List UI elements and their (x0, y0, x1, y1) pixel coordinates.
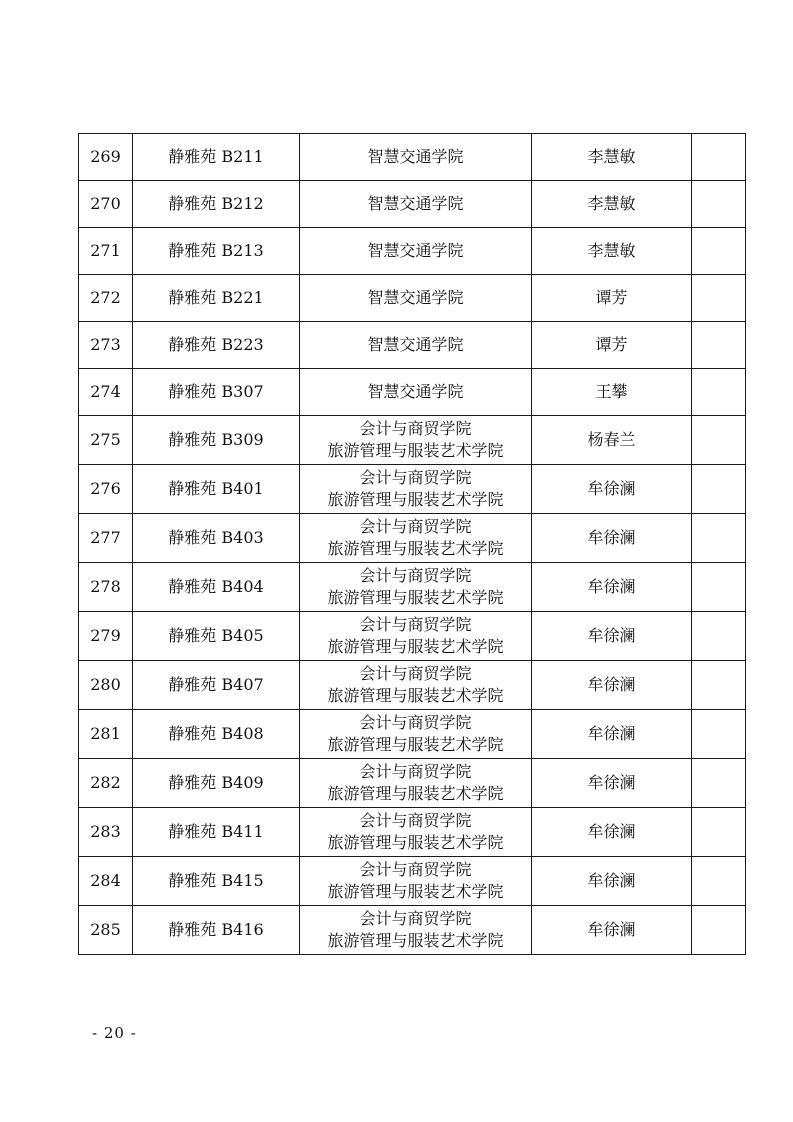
room-cell: 静雅苑 B221 (133, 275, 300, 322)
college-cell (300, 563, 532, 612)
row-number-cell: 276 (79, 465, 133, 514)
table-row (79, 563, 746, 612)
college-cell (300, 612, 532, 661)
table-row (79, 416, 746, 465)
room-cell: 静雅苑 B404 (133, 563, 300, 612)
college-name: 会计与商贸学院 (359, 762, 472, 781)
responsible-person-cell: 谭芳 (532, 275, 692, 322)
college-cell (300, 857, 532, 906)
row-number-cell: 282 (79, 759, 133, 808)
college-name: 旅游管理与服装艺术学院 (327, 735, 504, 754)
note-cell (692, 857, 746, 906)
table-row (79, 808, 746, 857)
row-number-cell: 271 (79, 228, 133, 275)
college-cell (300, 465, 532, 514)
college-name: 旅游管理与服装艺术学院 (327, 686, 504, 705)
table-row (79, 275, 746, 322)
college-name: 旅游管理与服装艺术学院 (327, 931, 504, 950)
row-number-cell: 280 (79, 661, 133, 710)
row-number-cell: 283 (79, 808, 133, 857)
responsible-person-cell: 牟徐澜 (532, 563, 692, 612)
room-cell: 静雅苑 B403 (133, 514, 300, 563)
note-cell (692, 514, 746, 563)
college-cell (300, 275, 532, 322)
college-name: 会计与商贸学院 (359, 664, 472, 683)
college-name: 旅游管理与服装艺术学院 (327, 833, 504, 852)
room-cell: 静雅苑 B407 (133, 661, 300, 710)
table-row (79, 514, 746, 563)
college-cell (300, 808, 532, 857)
row-number-cell: 285 (79, 906, 133, 955)
college-cell (300, 514, 532, 563)
note-cell (692, 465, 746, 514)
row-number-cell: 278 (79, 563, 133, 612)
table-row (79, 134, 746, 181)
note-cell (692, 563, 746, 612)
college-name: 会计与商贸学院 (359, 517, 472, 536)
note-cell (692, 808, 746, 857)
table-body (79, 134, 746, 955)
responsible-person-cell: 李慧敏 (532, 181, 692, 228)
table-row (79, 322, 746, 369)
page-number: - 20 - (92, 1024, 137, 1042)
row-number-cell: 269 (79, 134, 133, 181)
college-cell (300, 228, 532, 275)
college-name: 会计与商贸学院 (359, 615, 472, 634)
room-cell: 静雅苑 B409 (133, 759, 300, 808)
table-row (79, 759, 746, 808)
college-name: 旅游管理与服装艺术学院 (327, 784, 504, 803)
note-cell (692, 906, 746, 955)
responsible-person-cell: 牟徐澜 (532, 612, 692, 661)
room-cell: 静雅苑 B309 (133, 416, 300, 465)
note-cell (692, 416, 746, 465)
note-cell (692, 759, 746, 808)
row-number-cell: 277 (79, 514, 133, 563)
room-cell: 静雅苑 B401 (133, 465, 300, 514)
college-name: 会计与商贸学院 (359, 860, 472, 879)
college-name: 智慧交通学院 (367, 382, 464, 401)
responsible-person-cell: 李慧敏 (532, 228, 692, 275)
row-number-cell: 281 (79, 710, 133, 759)
room-cell: 静雅苑 B223 (133, 322, 300, 369)
row-number-cell: 274 (79, 369, 133, 416)
college-name: 智慧交通学院 (367, 241, 464, 260)
responsible-person-cell: 牟徐澜 (532, 661, 692, 710)
note-cell (692, 369, 746, 416)
responsible-person-cell: 牟徐澜 (532, 808, 692, 857)
responsible-person-cell: 牟徐澜 (532, 514, 692, 563)
responsible-person-cell: 牟徐澜 (532, 857, 692, 906)
note-cell (692, 228, 746, 275)
college-name: 会计与商贸学院 (359, 468, 472, 487)
college-name: 旅游管理与服装艺术学院 (327, 637, 504, 656)
room-cell: 静雅苑 B415 (133, 857, 300, 906)
college-name: 旅游管理与服装艺术学院 (327, 490, 504, 509)
table-row (79, 181, 746, 228)
room-cell: 静雅苑 B416 (133, 906, 300, 955)
note-cell (692, 134, 746, 181)
college-cell (300, 759, 532, 808)
note-cell (692, 661, 746, 710)
responsible-person-cell: 牟徐澜 (532, 465, 692, 514)
note-cell (692, 612, 746, 661)
table-row (79, 661, 746, 710)
responsible-person-cell: 牟徐澜 (532, 710, 692, 759)
row-number-cell: 275 (79, 416, 133, 465)
responsible-person-cell: 牟徐澜 (532, 759, 692, 808)
college-name: 智慧交通学院 (367, 147, 464, 166)
college-cell (300, 906, 532, 955)
college-name: 智慧交通学院 (367, 194, 464, 213)
college-name: 会计与商贸学院 (359, 713, 472, 732)
table-row (79, 906, 746, 955)
room-cell: 静雅苑 B213 (133, 228, 300, 275)
college-name: 会计与商贸学院 (359, 811, 472, 830)
college-cell (300, 416, 532, 465)
college-name: 会计与商贸学院 (359, 566, 472, 585)
responsible-person-cell: 李慧敏 (532, 134, 692, 181)
room-cell: 静雅苑 B307 (133, 369, 300, 416)
college-cell (300, 322, 532, 369)
room-cell: 静雅苑 B408 (133, 710, 300, 759)
table-row (79, 465, 746, 514)
responsible-person-cell: 谭芳 (532, 322, 692, 369)
college-name: 智慧交通学院 (367, 288, 464, 307)
room-cell: 静雅苑 B212 (133, 181, 300, 228)
college-cell (300, 134, 532, 181)
row-number-cell: 273 (79, 322, 133, 369)
table-row (79, 228, 746, 275)
college-name: 旅游管理与服装艺术学院 (327, 588, 504, 607)
note-cell (692, 322, 746, 369)
note-cell (692, 275, 746, 322)
college-name: 智慧交通学院 (367, 335, 464, 354)
table-row (79, 857, 746, 906)
room-cell: 静雅苑 B211 (133, 134, 300, 181)
responsible-person-cell: 杨春兰 (532, 416, 692, 465)
college-name: 会计与商贸学院 (359, 909, 472, 928)
row-number-cell: 270 (79, 181, 133, 228)
college-cell (300, 181, 532, 228)
table-row (79, 369, 746, 416)
room-cell: 静雅苑 B411 (133, 808, 300, 857)
college-name: 旅游管理与服装艺术学院 (327, 539, 504, 558)
note-cell (692, 710, 746, 759)
room-cell: 静雅苑 B405 (133, 612, 300, 661)
dormitory-assignment-table (78, 133, 746, 955)
row-number-cell: 279 (79, 612, 133, 661)
row-number-cell: 272 (79, 275, 133, 322)
row-number-cell: 284 (79, 857, 133, 906)
college-name: 旅游管理与服装艺术学院 (327, 441, 504, 460)
responsible-person-cell: 牟徐澜 (532, 906, 692, 955)
note-cell (692, 181, 746, 228)
responsible-person-cell: 王攀 (532, 369, 692, 416)
college-cell (300, 369, 532, 416)
table-row (79, 612, 746, 661)
college-cell (300, 710, 532, 759)
table-row (79, 710, 746, 759)
college-name: 旅游管理与服装艺术学院 (327, 882, 504, 901)
college-name: 会计与商贸学院 (359, 419, 472, 438)
college-cell (300, 661, 532, 710)
